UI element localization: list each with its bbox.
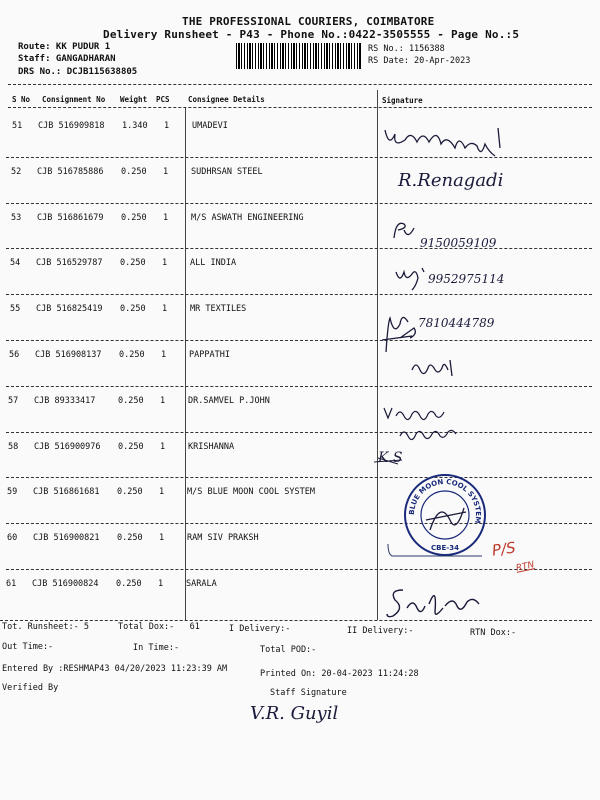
row-sno: 61 <box>6 579 17 589</box>
divider <box>8 107 592 108</box>
i-delivery: I Delivery:- <box>229 624 291 634</box>
col-sno: S No <box>12 95 31 104</box>
row-sno: 51 <box>12 121 23 131</box>
row-name: RAM SIV PRAKSH <box>187 533 259 543</box>
row-name: PAPPATHI <box>189 350 230 360</box>
row-cno: CJB 516900976 <box>34 442 101 452</box>
row-weight: 0.250 <box>116 579 142 589</box>
row-cno: CJB 89333417 <box>34 396 96 406</box>
row-pcs: 1 <box>163 167 169 177</box>
rs-number: RS No.: 1156388 <box>368 44 445 54</box>
row-weight: 0.250 <box>121 213 147 223</box>
row-divider <box>6 248 592 249</box>
row-weight: 0.250 <box>117 487 143 497</box>
row-weight: 1.340 <box>122 121 148 131</box>
column-line <box>185 108 186 620</box>
signature-pappathi <box>408 356 468 380</box>
rtn-dox: RTN Dox:- <box>470 628 517 638</box>
row-pcs: 1 <box>162 304 168 314</box>
col-pcs: PCS <box>156 95 170 104</box>
signature-all-india <box>392 262 432 286</box>
row-name: UMADEVI <box>192 121 228 131</box>
col-signature: Signature <box>382 96 423 105</box>
divider <box>0 620 592 621</box>
column-line <box>377 90 378 620</box>
row-divider <box>6 386 592 387</box>
row-cno: CJB 516861679 <box>37 213 104 223</box>
entered-by: Entered By :RESHMAP43 04/20/2023 11:23:39 AM <box>2 664 228 674</box>
col-consignee: Consignee Details <box>188 95 265 104</box>
row-sno: 55 <box>10 304 21 314</box>
row-name: SUDHRSAN STEEL <box>191 167 263 177</box>
row-weight: 0.250 <box>120 304 146 314</box>
staff-signature: V.R. Guyil <box>250 703 339 724</box>
row-pcs: 1 <box>161 350 167 360</box>
row-name: ALL INDIA <box>190 258 237 268</box>
total-dox: Total Dox:- 61 <box>118 622 200 632</box>
signature-krishanna-scribble <box>372 454 412 468</box>
row-sno: 56 <box>9 350 20 360</box>
signature-umadevi <box>380 118 530 158</box>
signature-all-india-phone: 9952975114 <box>428 272 505 286</box>
rs-date: RS Date: 20-Apr-2023 <box>368 56 471 66</box>
row-divider <box>6 340 592 341</box>
route-label: Route: KK PUDUR 1 <box>18 42 111 52</box>
runsheet-subtitle: Delivery Runsheet - P43 - Phone No.:0422-3505555 - Page No.:5 <box>103 28 520 41</box>
col-consignment: Consignment No <box>42 95 106 104</box>
row-cno: CJB 516909818 <box>38 121 105 131</box>
row-sno: 53 <box>11 213 22 223</box>
row-cno: CJB 516900824 <box>32 579 99 589</box>
row-cno: CJB 516825419 <box>36 304 103 314</box>
row-pcs: 1 <box>164 121 170 131</box>
row-pcs: 1 <box>159 533 165 543</box>
row-sno: 54 <box>10 258 21 268</box>
tot-runsheet: Tot. Runsheet:- 5 <box>2 622 89 632</box>
barcode <box>236 43 361 69</box>
rtn-mark: RTN <box>515 560 536 574</box>
row-name: M/S ASWATH ENGINEERING <box>191 213 304 223</box>
row-pcs: 1 <box>159 487 165 497</box>
row-divider <box>6 294 592 295</box>
row-cno: CJB 516908137 <box>35 350 102 360</box>
row-sno: 58 <box>8 442 19 452</box>
row-sno: 57 <box>8 396 19 406</box>
svg-text:BLUE MOON COOL SYSTEM: BLUE MOON COOL SYSTEM <box>407 477 483 524</box>
row-cno: CJB 516529787 <box>36 258 103 268</box>
svg-text:CBE-34: CBE-34 <box>431 544 459 552</box>
ii-delivery: II Delivery:- <box>347 626 414 636</box>
row-weight: 0.250 <box>119 350 145 360</box>
row-name: KRISHANNA <box>188 442 235 452</box>
total-pod: Total POD:- <box>260 645 317 655</box>
staff-label: Staff: GANGADHARAN <box>18 54 116 64</box>
row-pcs: 1 <box>158 579 164 589</box>
divider <box>8 84 592 85</box>
row-pcs: 1 <box>162 258 168 268</box>
row-name: MR TEXTILES <box>190 304 247 314</box>
row-weight: 0.250 <box>117 533 143 543</box>
out-time: Out Time:- <box>2 642 54 652</box>
row-cno: CJB 516785886 <box>37 167 104 177</box>
in-time: In Time:- <box>133 643 180 653</box>
drs-number: DRS No.: DCJB115638805 <box>18 67 138 77</box>
row-divider <box>6 477 592 478</box>
row-pcs: 1 <box>160 442 166 452</box>
pis-mark: P/S <box>490 538 517 560</box>
signature-samvel <box>380 402 490 450</box>
company-title: THE PROFESSIONAL COURIERS, COIMBATORE <box>182 15 435 28</box>
row-weight: 0.250 <box>120 258 146 268</box>
row-divider <box>6 203 592 204</box>
row-cno: CJB 516861681 <box>33 487 100 497</box>
row-divider <box>6 523 592 524</box>
row-pcs: 1 <box>160 396 166 406</box>
row-sno: 52 <box>11 167 22 177</box>
row-pcs: 1 <box>163 213 169 223</box>
row-cno: CJB 516900821 <box>33 533 100 543</box>
row-name: SARALA <box>186 579 217 589</box>
signature-ram-scribble <box>384 540 494 560</box>
signature-aswath-phone: 9150059109 <box>420 236 497 250</box>
row-weight: 0.250 <box>121 167 147 177</box>
row-divider <box>6 569 592 570</box>
signature-aswath <box>390 218 420 244</box>
printed-on: Printed On: 20-04-2023 11:24:28 <box>260 669 419 679</box>
signature-sudhrsan: R.Renagadi <box>398 170 504 191</box>
row-weight: 0.250 <box>118 442 144 452</box>
row-name: DR.SAMVEL P.JOHN <box>188 396 270 406</box>
col-weight: Weight <box>120 95 148 104</box>
signature-krishanna: K.S <box>378 450 403 466</box>
row-divider <box>6 432 592 433</box>
signature-sarala <box>385 582 495 622</box>
row-sno: 59 <box>7 487 18 497</box>
staff-signature-label: Staff Signature <box>270 688 347 698</box>
signature-mr-textiles-phone: 7810444789 <box>418 316 495 330</box>
row-name: M/S BLUE MOON COOL SYSTEM <box>187 487 315 497</box>
row-weight: 0.250 <box>118 396 144 406</box>
row-sno: 60 <box>7 533 18 543</box>
verified-by: Verified By <box>2 683 59 693</box>
